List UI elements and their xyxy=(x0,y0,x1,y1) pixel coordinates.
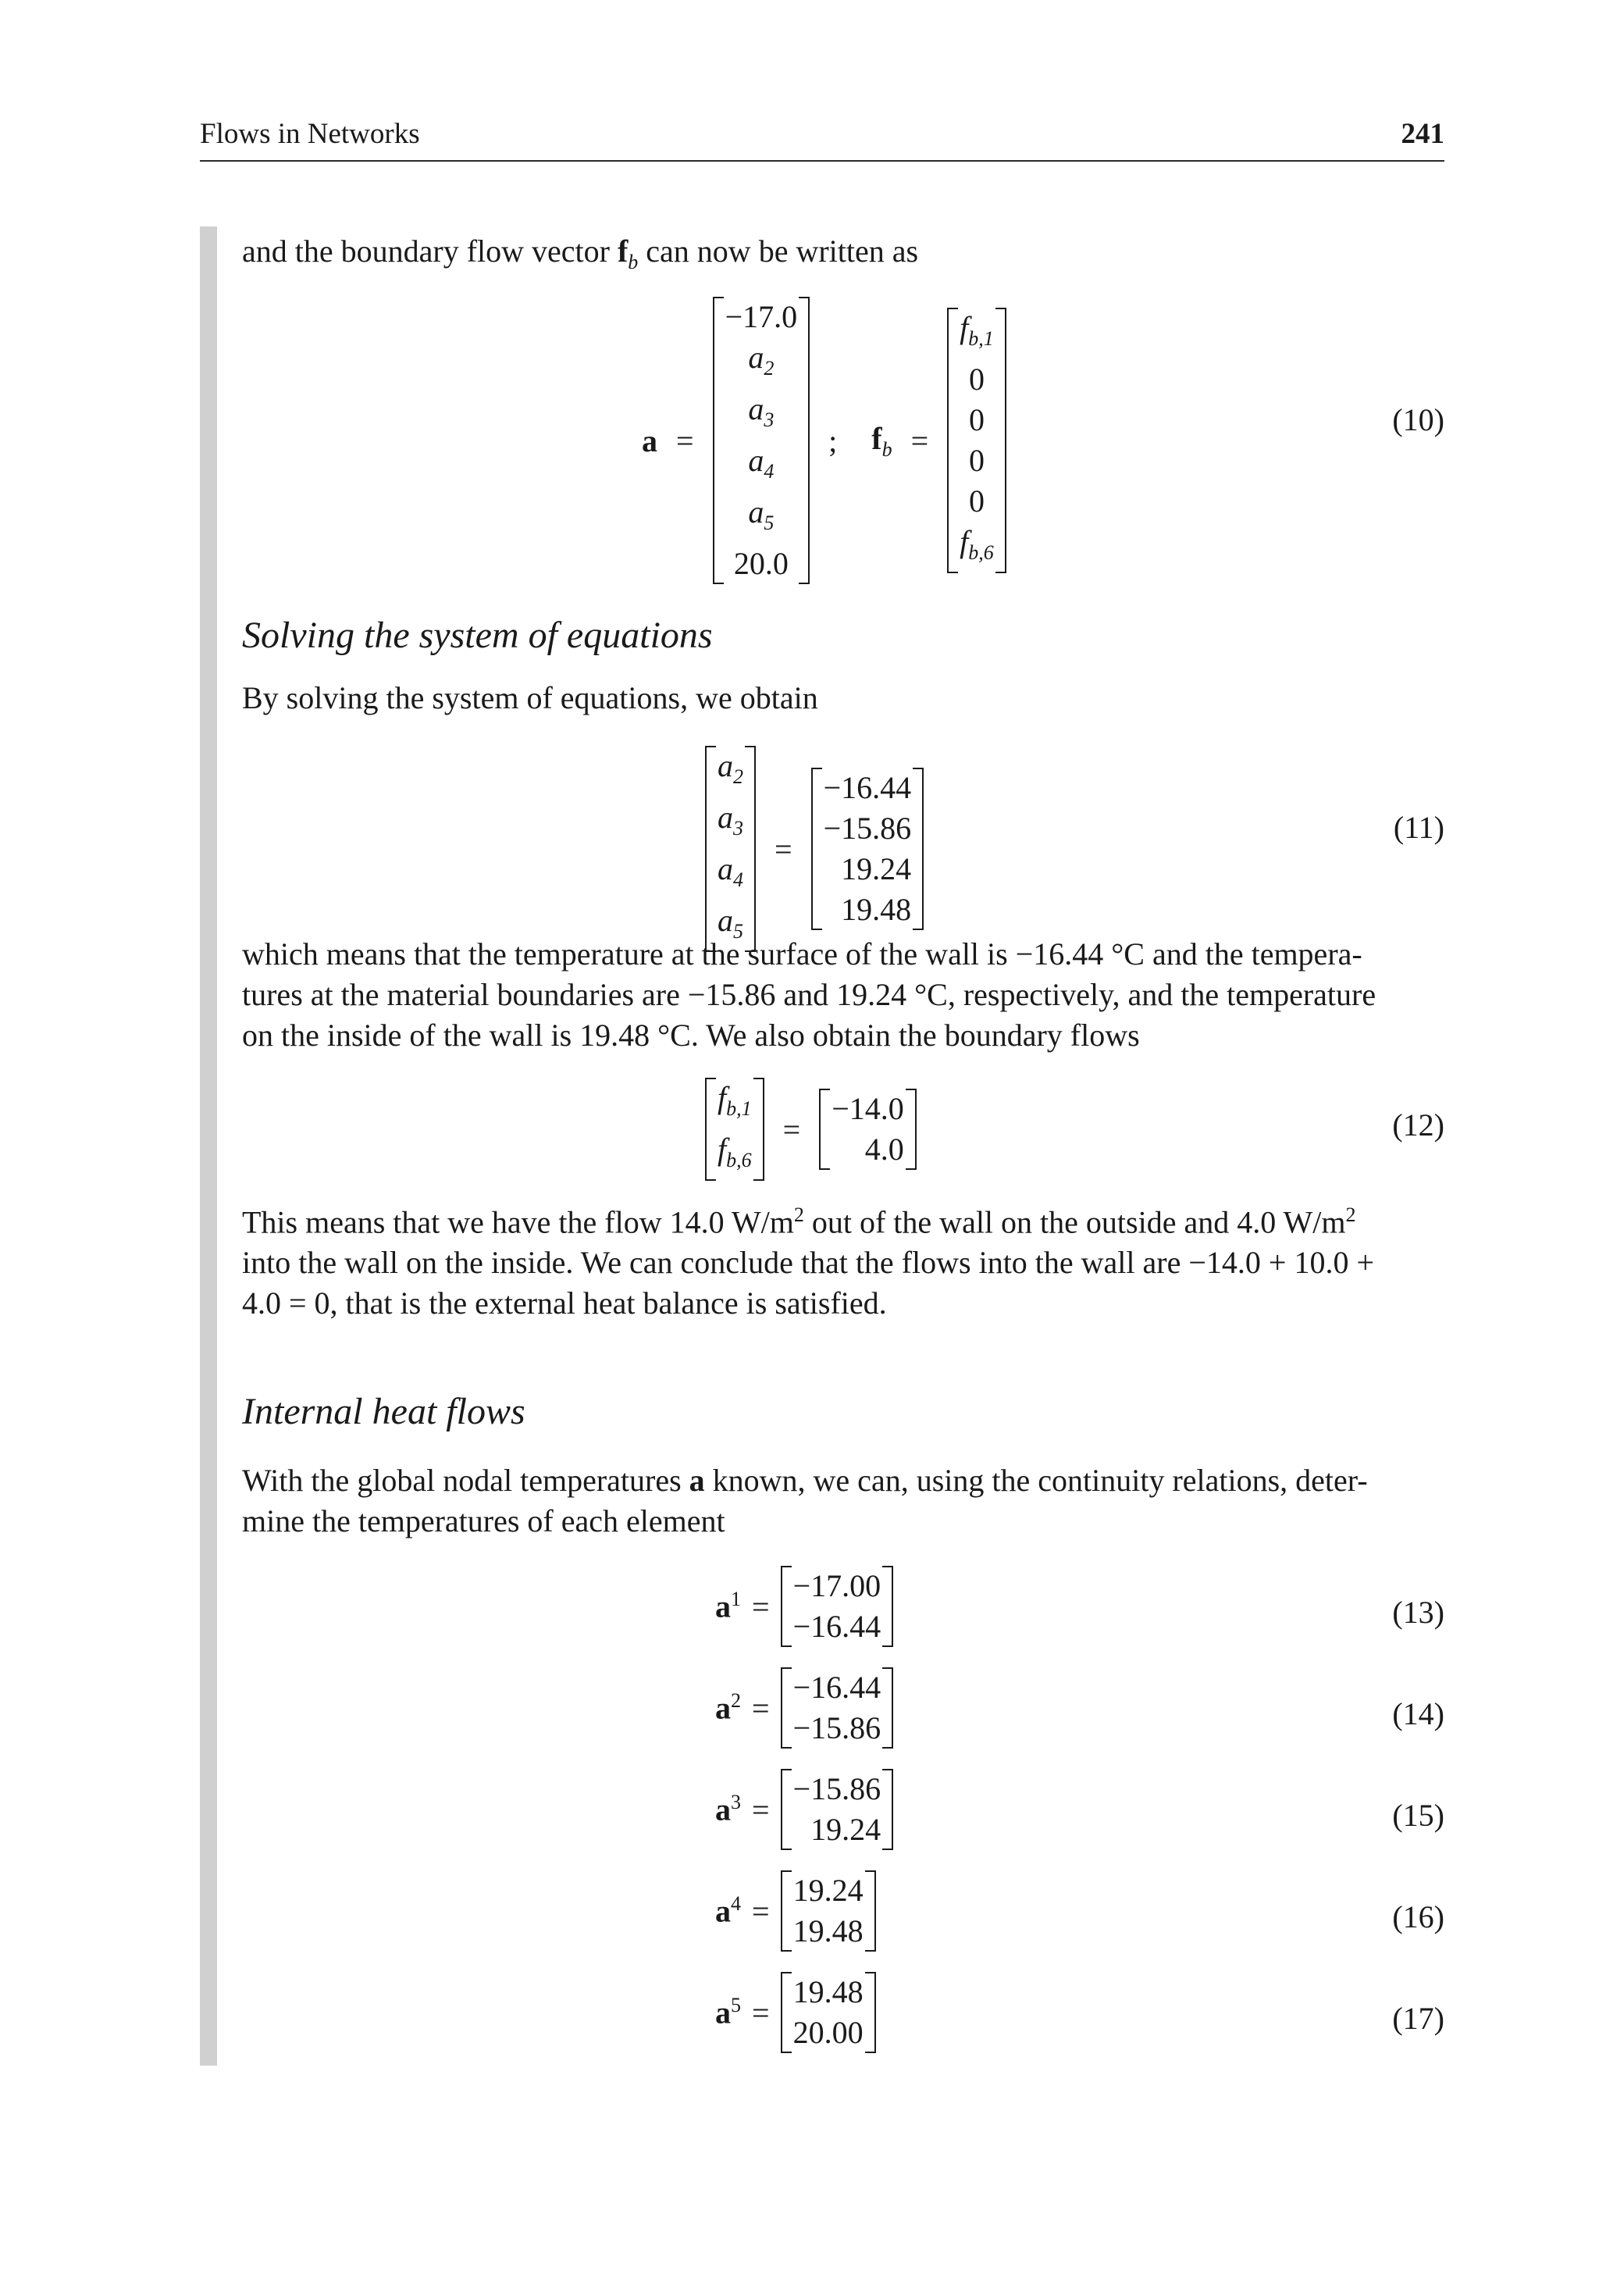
page-number: 241 xyxy=(1401,118,1444,150)
matrix-entry: 19.24 xyxy=(810,1812,881,1847)
internal-paragraph: With the global nodal temperatures a known, we can, using the continuity relations, deter- mine the temperatures of each element xyxy=(242,1463,1368,1538)
boundary-flow-values xyxy=(819,1089,917,1170)
matrix-entry: $a_3$ xyxy=(718,800,743,840)
equation-number-16: (16) xyxy=(1392,1899,1444,1934)
matrix-entry: 0 xyxy=(968,362,985,397)
element-temperature-matrix xyxy=(781,1972,876,2053)
matrix-entry: −16.44 xyxy=(823,770,912,805)
matrix-entry: 0 xyxy=(968,402,985,437)
section-heading-solving: Solving the system of equations xyxy=(242,615,713,656)
fb-vector-matrix xyxy=(947,308,1006,573)
element-label: $a^5$ xyxy=(715,1994,741,2030)
equation-17: $a^5$ = 19.48 20.00 xyxy=(715,1972,876,2053)
matrix-entry: $a_5$ xyxy=(748,494,775,534)
equation-11: $a_2$ $a_3$ $a_4$ $a_5$ = −16.44 −15.86 19.24 19.48 xyxy=(705,746,924,952)
equation-number-17: (17) xyxy=(1392,2001,1444,2036)
matrix-entry: −15.86 xyxy=(792,1710,881,1745)
equation-number-12: (12) xyxy=(1392,1107,1444,1143)
element-label: $a^1$ xyxy=(715,1588,741,1624)
running-title: Flows in Networks xyxy=(200,118,420,150)
matrix-entry: 4.0 xyxy=(864,1132,904,1167)
element-label: $a^3$ xyxy=(715,1791,741,1827)
matrix-entry: 0 xyxy=(968,483,985,519)
matrix-entry: $f_{b,6}$ xyxy=(960,524,994,564)
element-temperature-matrix xyxy=(781,1870,876,1952)
flow-paragraph: This means that we have the flow 14.0 $W/m^2$ out of the wall on the outside and 4.0 $W/m^2$ into the wall on the inside. We can conclude that the flows into the wall are −14.0 + 10.0 + 4.0 = 0, that is the external heat balance is satisfied. xyxy=(242,1203,1375,1321)
matrix-entry: −14.0 xyxy=(832,1091,904,1126)
matrix-entry: 19.48 xyxy=(792,1974,864,2009)
matrix-entry: $f_{b,1}$ xyxy=(718,1080,752,1120)
matrix-entry: −16.44 xyxy=(792,1609,881,1644)
matrix-entry: $f_{b,1}$ xyxy=(960,310,994,350)
matrix-entry: −15.86 xyxy=(792,1771,881,1806)
matrix-entry: $a_2$ xyxy=(748,340,775,380)
matrix-entry: $f_{b,6}$ xyxy=(718,1132,752,1171)
fb-label: $f_b$ xyxy=(871,420,892,461)
equation-16: $a^4$ = 19.24 19.48 xyxy=(715,1870,876,1952)
matrix-entry: −17.0 xyxy=(725,299,798,334)
example-side-bar xyxy=(200,226,217,2066)
equation-15: $a^3$ = −15.86 19.24 xyxy=(715,1769,893,1850)
equation-number-15: (15) xyxy=(1392,1798,1444,1833)
matrix-entry: $a_2$ xyxy=(718,748,743,788)
solving-intro: By solving the system of equations, we obtain xyxy=(242,680,818,715)
temperature-paragraph: which means that the temperature at the surface of the wall is −16.44 °C and the tempera- tures at the material boundaries are −15.86 and 19.24 °C, respectively, and the temperature on the inside of the wall is 19.48 °C. We also obtain the boundary flows xyxy=(242,936,1376,1053)
matrix-entry: 19.48 xyxy=(841,892,912,927)
equation-number-14: (14) xyxy=(1392,1696,1444,1731)
a-label: a xyxy=(642,422,657,458)
matrix-entry: 19.48 xyxy=(792,1913,864,1948)
matrix-entry: 20.0 xyxy=(733,546,789,581)
matrix-entry: 20.00 xyxy=(792,2015,864,2050)
section-heading-internal: Internal heat flows xyxy=(242,1391,525,1432)
matrix-entry: −17.00 xyxy=(792,1568,881,1603)
equation-10: a = −17.0 $a_2$ $a_3$ $a_4$ $a_5$ 20.0 ; $f_b$ = $f_{b,1}$ 0 0 0 0 $f_{b,6}$ xyxy=(642,297,1006,584)
equation-12: $f_{b,1}$ $f_{b,6}$ = −14.0 4.0 xyxy=(705,1078,917,1181)
unknowns-matrix xyxy=(705,746,756,952)
matrix-entry: 19.24 xyxy=(841,851,912,886)
a-vector-matrix xyxy=(713,297,810,584)
equation-number-13: (13) xyxy=(1392,1595,1444,1630)
element-temperature-matrix xyxy=(781,1667,894,1749)
equation-13: $a^1$ = −17.00 −16.44 xyxy=(715,1566,893,1647)
equation-14: $a^2$ = −16.44 −15.86 xyxy=(715,1667,893,1749)
matrix-entry: $a_4$ xyxy=(748,443,775,483)
matrix-entry: $a_4$ xyxy=(718,851,743,891)
equation-number-10: (10) xyxy=(1392,402,1444,437)
element-label: $a^4$ xyxy=(715,1892,741,1929)
matrix-entry: −16.44 xyxy=(792,1670,881,1705)
element-temperature-matrix xyxy=(781,1769,894,1850)
matrix-entry: $a_5$ xyxy=(718,903,743,943)
element-label: $a^2$ xyxy=(715,1689,741,1726)
equation-number-11: (11) xyxy=(1393,810,1444,845)
header-rule xyxy=(200,160,1444,162)
boundary-flow-unknowns xyxy=(705,1078,764,1181)
matrix-entry: $a_3$ xyxy=(748,391,775,431)
matrix-entry: 0 xyxy=(968,443,985,478)
intro-paragraph: and the boundary flow vector $f_b$ can now be written as xyxy=(242,234,919,273)
matrix-entry: 19.24 xyxy=(792,1873,864,1908)
element-temperature-matrix xyxy=(781,1566,894,1647)
matrix-entry: −15.86 xyxy=(823,811,912,846)
solution-matrix xyxy=(811,768,924,930)
